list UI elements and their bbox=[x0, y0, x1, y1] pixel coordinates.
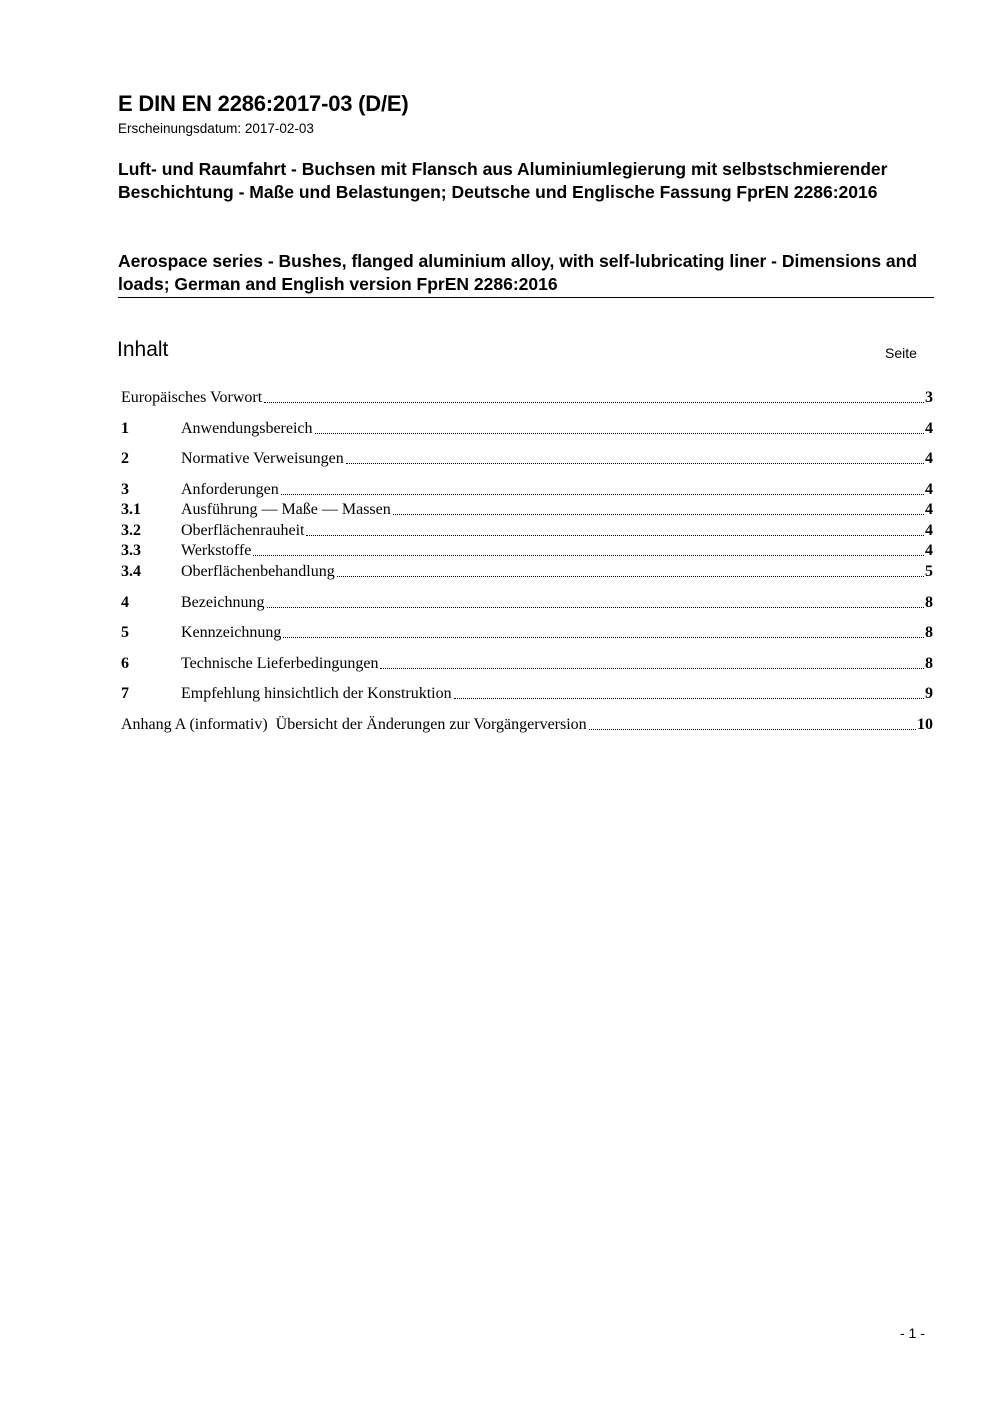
toc-entry-title: Empfehlung hinsichtlich der Konstruktion bbox=[181, 685, 452, 702]
toc-entry-title: Bezeichnung bbox=[181, 594, 265, 611]
toc-entry-page: 4 bbox=[925, 542, 933, 559]
toc-entry-page: 4 bbox=[925, 501, 933, 518]
toc-entry-title: Europäisches Vorwort bbox=[121, 389, 263, 406]
toc-entry-1[interactable] bbox=[121, 418, 933, 438]
toc-entry-page: 10 bbox=[917, 716, 933, 733]
toc-entry-3[interactable] bbox=[121, 479, 933, 499]
toc-entry-number: 5 bbox=[121, 624, 129, 641]
toc-entry-number: 6 bbox=[121, 655, 129, 672]
toc-entry-3-1[interactable] bbox=[121, 499, 933, 519]
toc-entry-title: Anforderungen bbox=[181, 481, 279, 498]
toc-leader-dots bbox=[393, 514, 924, 515]
toc-leader-dots bbox=[315, 433, 924, 434]
toc-entry-page: 8 bbox=[925, 624, 933, 641]
toc-leader-dots bbox=[454, 698, 924, 699]
toc-entry-3-3[interactable] bbox=[121, 540, 933, 560]
toc-entry-title: Ausführung — Maße — Massen bbox=[181, 501, 391, 518]
toc-leader-dots bbox=[337, 576, 924, 577]
toc-leader-dots bbox=[267, 607, 924, 608]
toc-entry-3-4[interactable] bbox=[121, 561, 933, 581]
toc-entry-5[interactable] bbox=[121, 622, 933, 642]
toc-entry-foreword[interactable] bbox=[121, 387, 933, 407]
toc-entry-number: 3.1 bbox=[121, 501, 141, 518]
toc-entry-page: 8 bbox=[925, 655, 933, 672]
page-number: - 1 - bbox=[900, 1325, 925, 1341]
toc-entry-7[interactable] bbox=[121, 683, 933, 703]
toc-heading: Inhalt bbox=[117, 338, 169, 361]
toc-entry-title: Normative Verweisungen bbox=[181, 450, 344, 467]
toc-entry-6[interactable] bbox=[121, 653, 933, 673]
toc-entry-page: 9 bbox=[925, 685, 933, 702]
toc-entry-number: 3.2 bbox=[121, 522, 141, 539]
toc-leader-dots bbox=[380, 668, 924, 669]
toc-entry-title: Oberflächenbehandlung bbox=[181, 563, 335, 580]
toc-leader-dots bbox=[306, 535, 924, 536]
toc-entry-page: 3 bbox=[925, 389, 933, 406]
title-english: Aerospace series - Bushes, flanged aluminium alloy, with self-lubricating liner - Dimensions and loads; German and English version FprEN 2286:2016 bbox=[118, 251, 918, 294]
toc-entry-title: Werkstoffe bbox=[181, 542, 252, 559]
toc-page-label: Seite bbox=[885, 345, 917, 361]
toc-leader-dots bbox=[264, 402, 924, 403]
toc-entry-page: 5 bbox=[925, 563, 933, 580]
toc-leader-dots bbox=[283, 637, 924, 638]
toc-leader-dots bbox=[281, 494, 924, 495]
toc-entry-title: Anhang A (informativ) Übersicht der Änderungen zur Vorgängerversion bbox=[121, 716, 587, 733]
toc-entry-number: 1 bbox=[121, 420, 129, 437]
document-id: E DIN EN 2286:2017-03 (D/E) bbox=[118, 91, 409, 116]
toc-entry-title: Technische Lieferbedingungen bbox=[181, 655, 379, 672]
toc-entry-title: Oberflächenrauheit bbox=[181, 522, 305, 539]
toc-leader-dots bbox=[589, 729, 916, 730]
toc-entry-title: Kennzeichnung bbox=[181, 624, 282, 641]
header-divider bbox=[118, 297, 934, 298]
toc-entry-4[interactable] bbox=[121, 592, 933, 612]
toc-entry-number: 3.4 bbox=[121, 563, 141, 580]
toc-leader-dots bbox=[346, 463, 924, 464]
toc-entry-3-2[interactable] bbox=[121, 520, 933, 540]
toc-entry-title: Anwendungsbereich bbox=[181, 420, 313, 437]
toc-entry-number: 7 bbox=[121, 685, 129, 702]
toc-entry-number: 2 bbox=[121, 450, 129, 467]
publication-date: Erscheinungsdatum: 2017-02-03 bbox=[118, 121, 314, 136]
toc-entry-number: 3 bbox=[121, 481, 129, 498]
toc-leader-dots bbox=[253, 555, 924, 556]
toc-entry-2[interactable] bbox=[121, 448, 933, 468]
toc-entry-annex-a[interactable] bbox=[121, 714, 933, 734]
title-german: Luft- und Raumfahrt - Buchsen mit Flansch aus Aluminiumlegierung mit selbstschmierender Beschichtung - Maße und Belastungen; Deutsche und Englische Fassung FprEN 2286:2016 bbox=[118, 159, 888, 202]
toc-entry-page: 4 bbox=[925, 522, 933, 539]
toc-entry-page: 4 bbox=[925, 450, 933, 467]
toc-entry-page: 8 bbox=[925, 594, 933, 611]
toc-entry-page: 4 bbox=[925, 420, 933, 437]
toc-entry-number: 3.3 bbox=[121, 542, 141, 559]
toc-entry-page: 4 bbox=[925, 481, 933, 498]
toc-entry-number: 4 bbox=[121, 594, 129, 611]
